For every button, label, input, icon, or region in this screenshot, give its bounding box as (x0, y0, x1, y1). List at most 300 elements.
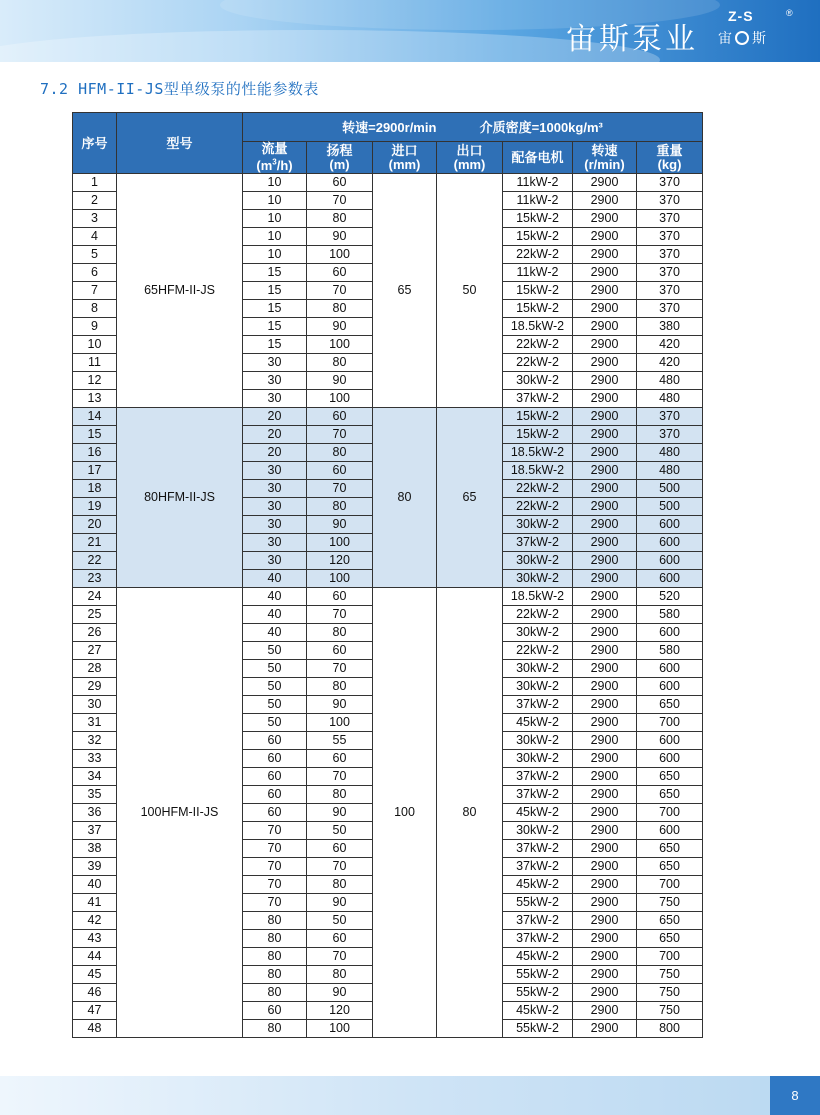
cell-flow: 40 (243, 624, 307, 642)
cell-flow: 80 (243, 1020, 307, 1038)
cell-flow: 50 (243, 696, 307, 714)
cell-weight: 370 (637, 300, 703, 318)
cell-seq: 44 (73, 948, 117, 966)
cell-head: 60 (307, 174, 373, 192)
cell-inlet: 100 (373, 588, 437, 1038)
cell-seq: 18 (73, 480, 117, 498)
header-conditions (243, 113, 703, 142)
cell-seq: 6 (73, 264, 117, 282)
cell-speed: 2900 (573, 912, 637, 930)
cell-head: 80 (307, 786, 373, 804)
cell-flow: 40 (243, 606, 307, 624)
cell-speed: 2900 (573, 390, 637, 408)
cell-motor: 55kW-2 (503, 894, 573, 912)
cell-motor: 30kW-2 (503, 570, 573, 588)
cell-flow: 60 (243, 768, 307, 786)
cell-motor: 18.5kW-2 (503, 462, 573, 480)
cell-flow: 80 (243, 912, 307, 930)
cell-seq: 21 (73, 534, 117, 552)
cell-head: 70 (307, 768, 373, 786)
cell-seq: 47 (73, 1002, 117, 1020)
section-title: 7.2 HFM-II-JS型单级泵的性能参数表 (40, 80, 319, 98)
cell-motor: 30kW-2 (503, 750, 573, 768)
cell-motor: 37kW-2 (503, 768, 573, 786)
cell-motor: 55kW-2 (503, 966, 573, 984)
cell-motor: 30kW-2 (503, 624, 573, 642)
cell-inlet: 80 (373, 408, 437, 588)
header-inlet (373, 142, 437, 174)
brand-logo-icon (718, 8, 794, 54)
performance-table (72, 112, 703, 1038)
logo-char-right: 斯 (752, 30, 766, 46)
cell-weight: 520 (637, 588, 703, 606)
cell-flow: 20 (243, 408, 307, 426)
cell-weight: 420 (637, 336, 703, 354)
cell-seq: 45 (73, 966, 117, 984)
cell-flow: 70 (243, 840, 307, 858)
cell-flow: 70 (243, 876, 307, 894)
cell-speed: 2900 (573, 588, 637, 606)
cell-head: 100 (307, 570, 373, 588)
cell-head: 70 (307, 606, 373, 624)
cell-speed: 2900 (573, 534, 637, 552)
cell-weight: 650 (637, 858, 703, 876)
cell-flow: 15 (243, 318, 307, 336)
cell-speed: 2900 (573, 228, 637, 246)
cell-head: 55 (307, 732, 373, 750)
cell-flow: 60 (243, 786, 307, 804)
cell-flow: 70 (243, 894, 307, 912)
cell-speed: 2900 (573, 786, 637, 804)
cell-motor: 18.5kW-2 (503, 318, 573, 336)
cell-speed: 2900 (573, 876, 637, 894)
cell-weight: 370 (637, 174, 703, 192)
cell-head: 120 (307, 552, 373, 570)
cell-head: 80 (307, 444, 373, 462)
cell-speed: 2900 (573, 1020, 637, 1038)
cell-head: 90 (307, 228, 373, 246)
cell-weight: 650 (637, 912, 703, 930)
header-flow-label: 流量 (261, 141, 288, 156)
cell-speed: 2900 (573, 840, 637, 858)
cell-flow: 80 (243, 948, 307, 966)
cell-motor: 37kW-2 (503, 534, 573, 552)
cell-flow: 30 (243, 462, 307, 480)
cell-motor: 55kW-2 (503, 1020, 573, 1038)
cell-seq: 13 (73, 390, 117, 408)
cell-seq: 10 (73, 336, 117, 354)
cell-weight: 480 (637, 390, 703, 408)
cell-outlet: 50 (437, 174, 503, 408)
cell-flow: 15 (243, 264, 307, 282)
cell-weight: 370 (637, 426, 703, 444)
cell-seq: 24 (73, 588, 117, 606)
cell-speed: 2900 (573, 804, 637, 822)
cell-seq: 11 (73, 354, 117, 372)
cell-weight: 480 (637, 462, 703, 480)
cell-flow: 20 (243, 444, 307, 462)
cell-head: 80 (307, 210, 373, 228)
cell-motor: 30kW-2 (503, 678, 573, 696)
header-speed (573, 142, 637, 174)
cell-seq: 3 (73, 210, 117, 228)
cell-speed: 2900 (573, 552, 637, 570)
cell-seq: 35 (73, 786, 117, 804)
header-flow (243, 142, 307, 174)
cell-weight: 370 (637, 210, 703, 228)
cell-flow: 60 (243, 804, 307, 822)
cell-flow: 40 (243, 570, 307, 588)
cell-head: 60 (307, 462, 373, 480)
cell-speed: 2900 (573, 246, 637, 264)
cell-weight: 370 (637, 282, 703, 300)
cell-head: 90 (307, 804, 373, 822)
cell-weight: 500 (637, 498, 703, 516)
cell-weight: 650 (637, 696, 703, 714)
header-seq: 序号 (73, 113, 117, 174)
cell-seq: 8 (73, 300, 117, 318)
cell-head: 90 (307, 894, 373, 912)
cell-motor: 22kW-2 (503, 498, 573, 516)
cell-motor: 22kW-2 (503, 606, 573, 624)
cell-head: 60 (307, 750, 373, 768)
cell-motor: 15kW-2 (503, 282, 573, 300)
cell-speed: 2900 (573, 714, 637, 732)
cell-motor: 18.5kW-2 (503, 444, 573, 462)
cell-seq: 36 (73, 804, 117, 822)
cell-motor: 22kW-2 (503, 246, 573, 264)
cell-motor: 11kW-2 (503, 192, 573, 210)
cell-flow: 15 (243, 336, 307, 354)
cell-weight: 380 (637, 318, 703, 336)
cell-flow: 10 (243, 174, 307, 192)
cell-motor: 15kW-2 (503, 426, 573, 444)
header-speed-unit: (r/min) (584, 156, 625, 172)
cell-motor: 15kW-2 (503, 228, 573, 246)
cell-speed: 2900 (573, 624, 637, 642)
cell-motor: 18.5kW-2 (503, 588, 573, 606)
cell-head: 100 (307, 246, 373, 264)
cell-weight: 600 (637, 516, 703, 534)
cell-flow: 60 (243, 1002, 307, 1020)
cell-speed: 2900 (573, 462, 637, 480)
cell-weight: 600 (637, 534, 703, 552)
cell-weight: 370 (637, 408, 703, 426)
cell-flow: 50 (243, 714, 307, 732)
cell-seq: 37 (73, 822, 117, 840)
cell-head: 120 (307, 1002, 373, 1020)
cell-seq: 38 (73, 840, 117, 858)
cell-speed: 2900 (573, 930, 637, 948)
page-footer (0, 1076, 820, 1115)
cell-weight: 650 (637, 930, 703, 948)
cell-seq: 41 (73, 894, 117, 912)
cell-head: 80 (307, 966, 373, 984)
cell-weight: 600 (637, 552, 703, 570)
cell-flow: 20 (243, 426, 307, 444)
cell-motor: 37kW-2 (503, 930, 573, 948)
cell-motor: 37kW-2 (503, 786, 573, 804)
cell-speed: 2900 (573, 966, 637, 984)
table-row (73, 588, 703, 606)
cell-outlet: 65 (437, 408, 503, 588)
cell-head: 90 (307, 318, 373, 336)
cell-motor: 15kW-2 (503, 300, 573, 318)
cell-head: 100 (307, 714, 373, 732)
cell-weight: 370 (637, 192, 703, 210)
cell-speed: 2900 (573, 894, 637, 912)
cell-flow: 30 (243, 552, 307, 570)
cell-head: 80 (307, 624, 373, 642)
cell-speed: 2900 (573, 516, 637, 534)
cell-head: 60 (307, 930, 373, 948)
cell-seq: 15 (73, 426, 117, 444)
cell-head: 90 (307, 372, 373, 390)
header-head (307, 142, 373, 174)
cell-motor: 22kW-2 (503, 336, 573, 354)
performance-table-body (73, 174, 703, 1038)
cell-flow: 15 (243, 300, 307, 318)
cell-weight: 750 (637, 1002, 703, 1020)
cell-motor: 37kW-2 (503, 840, 573, 858)
cell-speed: 2900 (573, 426, 637, 444)
cell-weight: 750 (637, 966, 703, 984)
header-head-unit: (m) (329, 156, 350, 172)
table-row (73, 408, 703, 426)
cell-head: 100 (307, 390, 373, 408)
cell-weight: 700 (637, 804, 703, 822)
cell-flow: 10 (243, 228, 307, 246)
cell-flow: 30 (243, 372, 307, 390)
cell-weight: 370 (637, 246, 703, 264)
cell-motor: 22kW-2 (503, 354, 573, 372)
cell-weight: 650 (637, 786, 703, 804)
cell-seq: 42 (73, 912, 117, 930)
cell-head: 60 (307, 840, 373, 858)
table-row (73, 174, 703, 192)
cell-speed: 2900 (573, 984, 637, 1002)
cell-head: 90 (307, 516, 373, 534)
cell-head: 70 (307, 858, 373, 876)
cell-weight: 800 (637, 1020, 703, 1038)
cell-weight: 700 (637, 714, 703, 732)
cell-weight: 700 (637, 876, 703, 894)
cell-speed: 2900 (573, 822, 637, 840)
cell-weight: 650 (637, 768, 703, 786)
cell-seq: 1 (73, 174, 117, 192)
cell-weight: 580 (637, 642, 703, 660)
cell-flow: 50 (243, 642, 307, 660)
cell-seq: 17 (73, 462, 117, 480)
cell-motor: 37kW-2 (503, 390, 573, 408)
flow-unit-pre: (m (256, 158, 273, 174)
cell-motor: 22kW-2 (503, 642, 573, 660)
cell-speed: 2900 (573, 480, 637, 498)
cell-speed: 2900 (573, 444, 637, 462)
cell-model: 100HFM-II-JS (117, 588, 243, 1038)
cell-flow: 30 (243, 498, 307, 516)
cell-speed: 2900 (573, 768, 637, 786)
cell-weight: 600 (637, 732, 703, 750)
cell-seq: 19 (73, 498, 117, 516)
cell-head: 70 (307, 948, 373, 966)
cell-head: 60 (307, 408, 373, 426)
cell-head: 70 (307, 426, 373, 444)
cell-weight: 480 (637, 372, 703, 390)
cell-motor: 30kW-2 (503, 660, 573, 678)
cell-speed: 2900 (573, 642, 637, 660)
header-outlet-label: 出口 (456, 142, 483, 158)
cell-flow: 10 (243, 192, 307, 210)
cell-flow: 30 (243, 480, 307, 498)
header-head-label: 扬程 (326, 142, 353, 158)
cell-motor: 15kW-2 (503, 408, 573, 426)
condition-speed: 转速=2900r/min (342, 119, 437, 135)
cell-motor: 30kW-2 (503, 552, 573, 570)
cell-speed: 2900 (573, 192, 637, 210)
cell-head: 100 (307, 534, 373, 552)
cell-motor: 45kW-2 (503, 876, 573, 894)
cell-flow: 10 (243, 246, 307, 264)
cell-head: 100 (307, 336, 373, 354)
cell-head: 80 (307, 876, 373, 894)
header-inlet-unit: (mm) (388, 156, 421, 172)
cell-speed: 2900 (573, 318, 637, 336)
cell-speed: 2900 (573, 264, 637, 282)
cell-motor: 22kW-2 (503, 480, 573, 498)
cell-motor: 55kW-2 (503, 984, 573, 1002)
cell-seq: 5 (73, 246, 117, 264)
page-number: 8 (770, 1076, 820, 1115)
cell-flow: 70 (243, 858, 307, 876)
logo-wordmark (718, 28, 766, 48)
flow-unit-sup: 3 (272, 158, 277, 167)
cell-model: 80HFM-II-JS (117, 408, 243, 588)
cell-head: 80 (307, 300, 373, 318)
cell-motor: 37kW-2 (503, 912, 573, 930)
cell-motor: 45kW-2 (503, 1002, 573, 1020)
brand-name: 宙斯泵业 (566, 22, 698, 57)
cell-motor: 45kW-2 (503, 948, 573, 966)
cell-seq: 34 (73, 768, 117, 786)
cell-head: 70 (307, 282, 373, 300)
cell-speed: 2900 (573, 282, 637, 300)
cell-seq: 40 (73, 876, 117, 894)
cell-seq: 25 (73, 606, 117, 624)
cell-speed: 2900 (573, 354, 637, 372)
page-header (0, 0, 820, 62)
cell-speed: 2900 (573, 948, 637, 966)
cell-seq: 20 (73, 516, 117, 534)
cell-speed: 2900 (573, 210, 637, 228)
header-outlet (437, 142, 503, 174)
cell-seq: 23 (73, 570, 117, 588)
header-weight-label: 重量 (656, 142, 683, 158)
cell-motor: 37kW-2 (503, 858, 573, 876)
cell-flow: 30 (243, 534, 307, 552)
logo-ring-icon (735, 31, 749, 45)
cell-seq: 2 (73, 192, 117, 210)
cell-weight: 500 (637, 480, 703, 498)
cell-motor: 30kW-2 (503, 822, 573, 840)
cell-head: 60 (307, 588, 373, 606)
cell-head: 70 (307, 660, 373, 678)
cell-seq: 7 (73, 282, 117, 300)
cell-weight: 600 (637, 660, 703, 678)
cell-speed: 2900 (573, 696, 637, 714)
cell-speed: 2900 (573, 570, 637, 588)
cell-head: 80 (307, 678, 373, 696)
cell-seq: 39 (73, 858, 117, 876)
cell-motor: 37kW-2 (503, 696, 573, 714)
cell-weight: 650 (637, 840, 703, 858)
cell-head: 90 (307, 696, 373, 714)
header-speed-label: 转速 (591, 142, 618, 158)
cell-seq: 48 (73, 1020, 117, 1038)
cell-speed: 2900 (573, 660, 637, 678)
cell-motor: 15kW-2 (503, 210, 573, 228)
cell-flow: 10 (243, 210, 307, 228)
cell-head: 70 (307, 192, 373, 210)
cell-head: 80 (307, 354, 373, 372)
cell-seq: 32 (73, 732, 117, 750)
cell-speed: 2900 (573, 174, 637, 192)
cell-seq: 14 (73, 408, 117, 426)
cell-speed: 2900 (573, 408, 637, 426)
cell-flow: 30 (243, 354, 307, 372)
cell-motor: 30kW-2 (503, 732, 573, 750)
cell-weight: 600 (637, 750, 703, 768)
cell-head: 90 (307, 984, 373, 1002)
header-wave-decoration (0, 30, 660, 62)
cell-weight: 580 (637, 606, 703, 624)
cell-motor: 30kW-2 (503, 516, 573, 534)
logo-char-left: 宙 (718, 30, 732, 46)
header-weight (637, 142, 703, 174)
cell-flow: 80 (243, 966, 307, 984)
cell-seq: 12 (73, 372, 117, 390)
cell-weight: 600 (637, 624, 703, 642)
cell-model: 65HFM-II-JS (117, 174, 243, 408)
cell-head: 100 (307, 1020, 373, 1038)
cell-seq: 43 (73, 930, 117, 948)
logo-monogram: Z-S (728, 8, 754, 24)
cell-weight: 600 (637, 570, 703, 588)
cell-speed: 2900 (573, 300, 637, 318)
cell-seq: 16 (73, 444, 117, 462)
cell-speed: 2900 (573, 858, 637, 876)
cell-weight: 370 (637, 264, 703, 282)
cell-weight: 600 (637, 678, 703, 696)
cell-seq: 28 (73, 660, 117, 678)
cell-seq: 31 (73, 714, 117, 732)
cell-flow: 30 (243, 516, 307, 534)
header-outlet-unit: (mm) (453, 156, 486, 172)
cell-outlet: 80 (437, 588, 503, 1038)
cell-flow: 60 (243, 750, 307, 768)
cell-flow: 15 (243, 282, 307, 300)
cell-flow: 70 (243, 822, 307, 840)
cell-speed: 2900 (573, 750, 637, 768)
cell-seq: 9 (73, 318, 117, 336)
registered-mark: ® (786, 8, 793, 18)
header-flow-unit (256, 158, 292, 173)
cell-weight: 750 (637, 894, 703, 912)
cell-weight: 750 (637, 984, 703, 1002)
cell-seq: 33 (73, 750, 117, 768)
cell-weight: 420 (637, 354, 703, 372)
header-model: 型号 (117, 113, 243, 174)
